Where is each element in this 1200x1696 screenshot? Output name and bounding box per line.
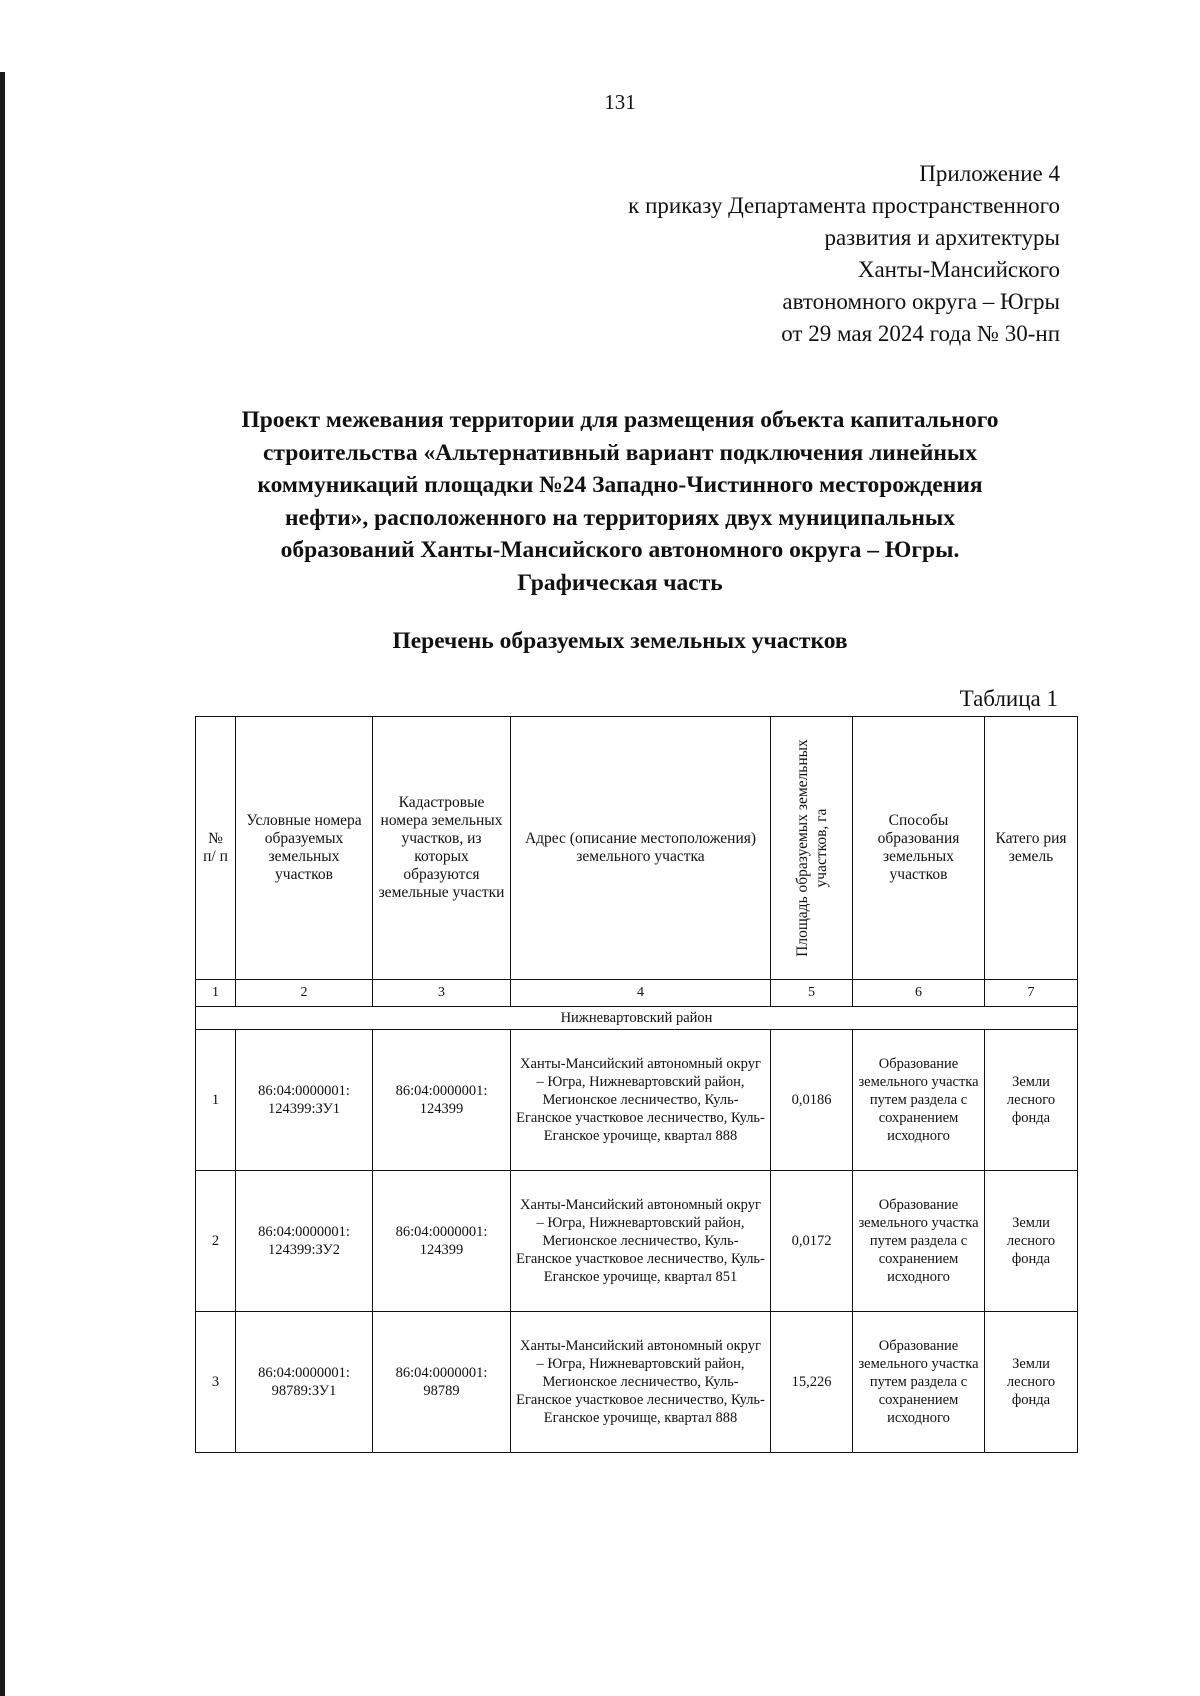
header-cell-address: Адрес (описание местоположения) земельного участка bbox=[511, 717, 771, 980]
cell-category: Земли лесного фонда bbox=[985, 1171, 1078, 1312]
column-number: 7 bbox=[985, 980, 1078, 1007]
page-number: 131 bbox=[604, 90, 636, 114]
cell-address: Ханты-Мансийский автономный округ – Югра, Нижневартовский район, Мегионское лесничество, Куль-Еганское участковое лесничество, Куль-Еганское урочище, квартал 888 bbox=[511, 1030, 771, 1171]
appendix-line: от 29 мая 2024 года № 30-нп bbox=[781, 321, 1060, 346]
section-district: Нижневартовский район bbox=[196, 1007, 1078, 1030]
appendix-line: Ханты-Мансийского bbox=[857, 257, 1060, 282]
cell-conditional-number: 86:04:0000001: 124399:ЗУ2 bbox=[236, 1171, 373, 1312]
header-cell-conditional-numbers: Условные номера образуемых земельных участков bbox=[236, 717, 373, 980]
table-subtitle: Перечень образуемых земельных участков bbox=[392, 628, 848, 654]
appendix-block bbox=[628, 158, 1060, 350]
cell-number: 3 bbox=[196, 1312, 236, 1453]
appendix-line: к приказу Департамента пространственного bbox=[628, 193, 1060, 218]
appendix-line: развития и архитектуры bbox=[824, 225, 1060, 250]
title-line: нефти», расположенного на территориях двух муниципальных bbox=[285, 504, 955, 531]
cell-area: 0,0172 bbox=[771, 1171, 853, 1312]
header-cell-number: № п/ п bbox=[196, 717, 236, 980]
table-row bbox=[196, 1171, 1078, 1312]
column-number: 4 bbox=[511, 980, 771, 1007]
cell-category: Земли лесного фонда bbox=[985, 1030, 1078, 1171]
appendix-line: автономного округа – Югры bbox=[782, 289, 1060, 314]
column-number: 2 bbox=[236, 980, 373, 1007]
title-line: коммуникаций площадки №24 Западно-Чистинного месторождения bbox=[257, 472, 983, 498]
land-plots-table bbox=[195, 716, 1078, 1453]
column-number-row bbox=[196, 980, 1078, 1007]
cell-cadastral-number: 86:04:0000001: 124399 bbox=[373, 1030, 511, 1171]
cell-area: 0,0186 bbox=[771, 1030, 853, 1171]
cell-address: Ханты-Мансийский автономный округ – Югра, Нижневартовский район, Мегионское лесничество, Куль-Еганское участковое лесничество, Куль-Еганское урочище, квартал 851 bbox=[511, 1171, 771, 1312]
cell-cadastral-number: 86:04:0000001: 98789 bbox=[373, 1312, 511, 1453]
column-number: 6 bbox=[853, 980, 985, 1007]
cell-address: Ханты-Мансийский автономный округ – Югра, Нижневартовский район, Мегионское лесничество, Куль-Еганское участковое лесничество, Куль-Еганское урочище, квартал 888 bbox=[511, 1312, 771, 1453]
table-header-row bbox=[196, 717, 1078, 980]
appendix-line: Приложение 4 bbox=[919, 161, 1060, 186]
cell-number: 2 bbox=[196, 1171, 236, 1312]
title-line: строительства «Альтернативный вариант подключения линейных bbox=[262, 439, 977, 466]
header-area-rotated-text: Площадь образуемых земельных участков, га bbox=[793, 739, 830, 957]
table-label: Таблица 1 bbox=[959, 686, 1058, 711]
section-row bbox=[196, 1007, 1078, 1030]
cell-category: Земли лесного фонда bbox=[985, 1312, 1078, 1453]
header-cell-area bbox=[771, 717, 853, 980]
cell-method: Образование земельного участка путем раздела с сохранением исходного bbox=[853, 1030, 985, 1171]
column-number: 1 bbox=[196, 980, 236, 1007]
title-line: Проект межевания территории для размещения объекта капитального bbox=[241, 407, 999, 433]
cell-method: Образование земельного участка путем раздела с сохранением исходного bbox=[853, 1171, 985, 1312]
header-cell-method: Способы образования земельных участков bbox=[853, 717, 985, 980]
header-cell-cadastral-numbers: Кадастровые номера земельных участков, из которых образуются земельные участки bbox=[373, 717, 511, 980]
document-title bbox=[170, 404, 1070, 599]
scan-edge bbox=[0, 72, 5, 1696]
column-number: 3 bbox=[373, 980, 511, 1007]
cell-conditional-number: 86:04:0000001: 98789:ЗУ1 bbox=[236, 1312, 373, 1453]
header-cell-category: Катего рия земель bbox=[985, 717, 1078, 980]
cell-area: 15,226 bbox=[771, 1312, 853, 1453]
cell-number: 1 bbox=[196, 1030, 236, 1171]
table-row bbox=[196, 1030, 1078, 1171]
title-line: Графическая часть bbox=[517, 569, 723, 596]
cell-method: Образование земельного участка путем раздела с сохранением исходного bbox=[853, 1312, 985, 1453]
table-row bbox=[196, 1312, 1078, 1453]
cell-conditional-number: 86:04:0000001: 124399:ЗУ1 bbox=[236, 1030, 373, 1171]
cell-cadastral-number: 86:04:0000001: 124399 bbox=[373, 1171, 511, 1312]
title-line: образований Ханты-Мансийского автономного округа – Югры. bbox=[280, 537, 960, 563]
column-number: 5 bbox=[771, 980, 853, 1007]
